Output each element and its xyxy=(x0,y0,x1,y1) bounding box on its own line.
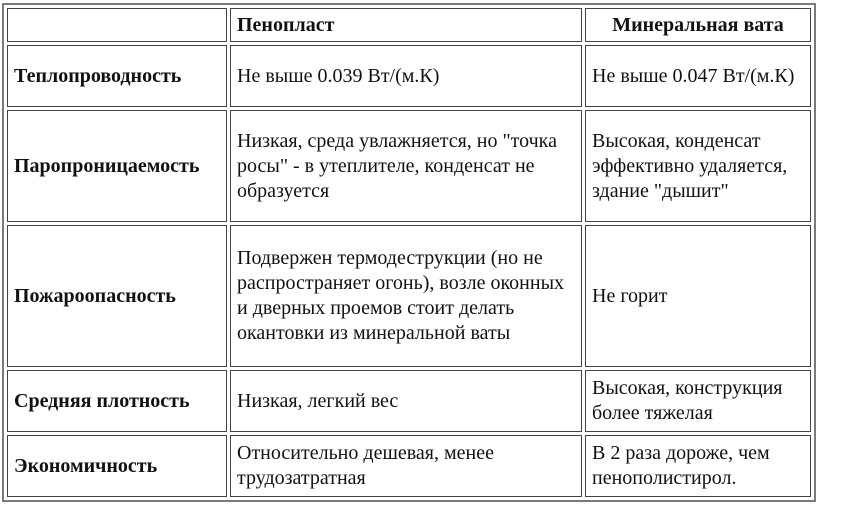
header-cell-minwool: Минеральная вата xyxy=(585,8,811,42)
table-row-thermal-conductivity xyxy=(7,45,811,107)
header-cell-empty xyxy=(7,8,227,42)
comparison-table xyxy=(2,3,816,502)
comparison-table-wrapper xyxy=(2,3,816,502)
penoplast-cell: Низкая, среда увлажняется, но "точка росы" - в утеплителе, конденсат не образуется xyxy=(230,110,582,222)
minwool-cell: Высокая, конструкция более тяжелая xyxy=(585,370,811,432)
penoplast-cell: Подвержен термодеструкции (но не распространяет огонь), возле оконных и дверных проемов стоит делать окантовки из минеральной ваты xyxy=(230,225,582,367)
table-header-row xyxy=(7,8,811,42)
table-row-vapor-permeability xyxy=(7,110,811,222)
table-row-average-density xyxy=(7,370,811,432)
row-label: Паропроницаемость xyxy=(7,110,227,222)
minwool-cell: В 2 раза дороже, чем пенополистирол. xyxy=(585,435,811,497)
row-label: Средняя плотность xyxy=(7,370,227,432)
penoplast-cell: Не выше 0.039 Вт/(м.К) xyxy=(230,45,582,107)
row-label: Экономичность xyxy=(7,435,227,497)
minwool-cell: Высокая, конденсат эффективно удаляется, здание "дышит" xyxy=(585,110,811,222)
penoplast-cell: Относительно дешевая, менее трудозатратная xyxy=(230,435,582,497)
penoplast-cell: Низкая, легкий вес xyxy=(230,370,582,432)
table-row-cost-efficiency xyxy=(7,435,811,497)
table-row-fire-hazard xyxy=(7,225,811,367)
header-cell-penoplast: Пенопласт xyxy=(230,8,582,42)
row-label: Пожароопасность xyxy=(7,225,227,367)
minwool-cell: Не выше 0.047 Вт/(м.К) xyxy=(585,45,811,107)
row-label: Теплопроводность xyxy=(7,45,227,107)
minwool-cell: Не горит xyxy=(585,225,811,367)
